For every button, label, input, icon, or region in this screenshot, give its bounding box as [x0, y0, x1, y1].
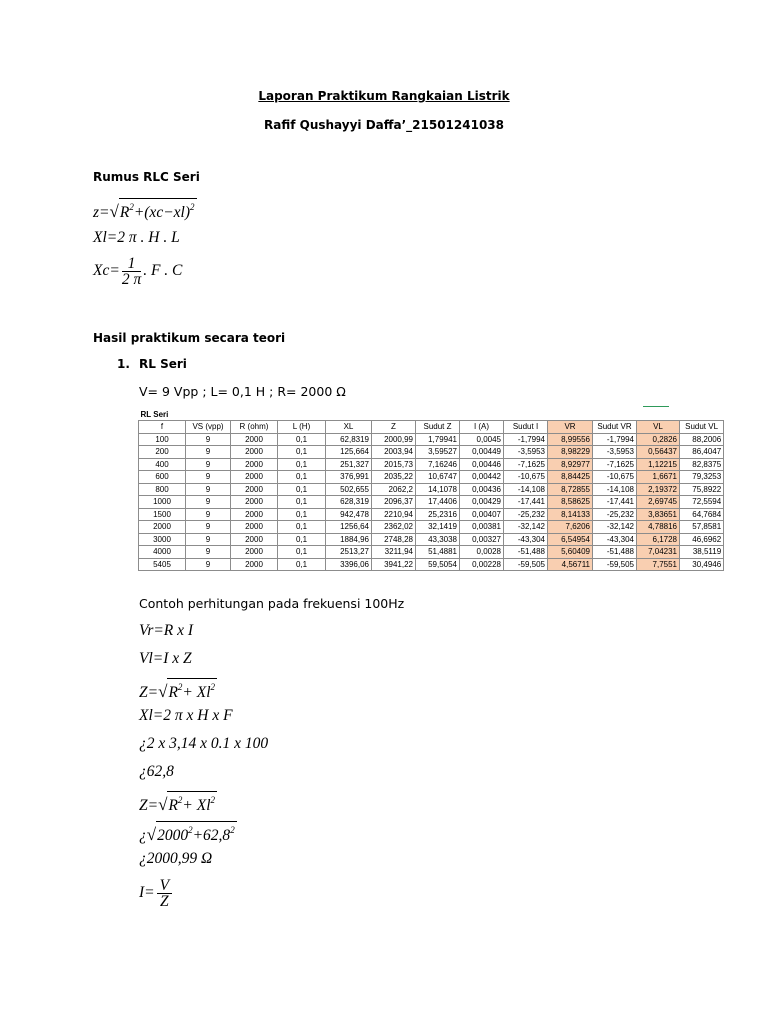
table-cell: 62,8319 — [326, 433, 372, 446]
calc-z-substitution — [139, 821, 237, 845]
table-cell: 6,1728 — [637, 533, 680, 546]
table-cell: 3000 — [139, 533, 186, 546]
table-cell: 251,327 — [326, 458, 372, 471]
table-cell: 72,5594 — [680, 496, 724, 509]
table-cell: 2000 — [231, 483, 278, 496]
formula-xc — [93, 256, 182, 287]
formula-z — [93, 198, 197, 222]
inverted-question-mark: ¿ — [139, 735, 147, 752]
table-cell: 8,84425 — [548, 471, 593, 484]
calc-z-substitution-radicand: $2000^2+62,8^2$ — [156, 821, 237, 844]
sqrt-symbol: √ — [158, 682, 168, 701]
calc-z-lhs: Z= — [139, 684, 159, 701]
table-cell: 0,1 — [278, 458, 326, 471]
column-header: R (ohm) — [231, 421, 278, 434]
table-cell: 14,1078 — [416, 483, 460, 496]
table-cell: 2003,94 — [372, 446, 416, 459]
inverted-question-mark: ¿ — [139, 763, 147, 780]
table-cell: 0,56437 — [637, 446, 680, 459]
sqrt-symbol: √ — [146, 825, 157, 844]
table-row — [139, 558, 724, 571]
sqrt-symbol: √ — [109, 202, 119, 221]
column-header: Sudut VR — [593, 421, 637, 434]
table-cell: -14,108 — [593, 483, 637, 496]
calc-vl: Vl=I x Z — [139, 650, 192, 667]
calc-i-denominator: Z — [160, 893, 169, 910]
table-cell: -14,108 — [504, 483, 548, 496]
table-cell: 3941,22 — [372, 558, 416, 571]
table-cell: 86,4047 — [680, 446, 724, 459]
table-cell: 8,58625 — [548, 496, 593, 509]
formula-z-mid: +(xc−xl) — [133, 204, 190, 221]
table-cell: 9 — [186, 521, 231, 534]
formula-xc-rhs: . F . C — [143, 262, 183, 280]
table-cell: -3,5953 — [593, 446, 637, 459]
table-cell: -7,1625 — [504, 458, 548, 471]
table-cell: 2000 — [231, 533, 278, 546]
table-cell: 17,4406 — [416, 496, 460, 509]
table-cell: -32,142 — [504, 521, 548, 534]
table-cell: 2000 — [231, 521, 278, 534]
table-cell: 9 — [186, 533, 231, 546]
table-cell: 0,1 — [278, 483, 326, 496]
table-cell: 2000 — [231, 471, 278, 484]
column-header: VR — [548, 421, 593, 434]
table-cell: 0,00327 — [460, 533, 504, 546]
table-cell: 3,59527 — [416, 446, 460, 459]
table-row — [139, 546, 724, 559]
table-cell: 9 — [186, 508, 231, 521]
table-cell: -59,505 — [504, 558, 548, 571]
table-cell: 2210,94 — [372, 508, 416, 521]
table-cell: 57,8581 — [680, 521, 724, 534]
table-cell: 2000 — [139, 521, 186, 534]
table-cell: 0,00436 — [460, 483, 504, 496]
table-cell: 64,7684 — [680, 508, 724, 521]
table-cell: 0,1 — [278, 533, 326, 546]
column-header: Sudut VL — [680, 421, 724, 434]
table-cell: 9 — [186, 483, 231, 496]
column-header: Sudut Z — [416, 421, 460, 434]
table-cell: 0,0028 — [460, 546, 504, 559]
table-cell: 600 — [139, 471, 186, 484]
table-cell: -32,142 — [593, 521, 637, 534]
table-row — [139, 458, 724, 471]
table-cell: 942,478 — [326, 508, 372, 521]
table-cell: 9 — [186, 471, 231, 484]
calc-z-result — [139, 850, 212, 868]
table-cell: 1,12215 — [637, 458, 680, 471]
table-cell: 800 — [139, 483, 186, 496]
formula-xc-numerator: 1 — [122, 256, 141, 272]
table-cell: -43,304 — [504, 533, 548, 546]
table-cell: 3211,94 — [372, 546, 416, 559]
table-cell: 200 — [139, 446, 186, 459]
calc-z-radicand: $R^2+ Xl^2$ — [167, 678, 217, 701]
calc-vr: Vr=R x I — [139, 622, 194, 639]
table-cell: 0,00449 — [460, 446, 504, 459]
table-row — [139, 496, 724, 509]
table-cell: 1,6671 — [637, 471, 680, 484]
calc-z-sub-r: 2000 — [157, 827, 189, 844]
table-cell: 125,664 — [326, 446, 372, 459]
formula-xc-denominator: 2 π — [121, 271, 142, 288]
table-cell: -25,232 — [593, 508, 637, 521]
table-cell: 0,2826 — [637, 433, 680, 446]
table-cell: 9 — [186, 558, 231, 571]
formula-z-radicand: $R^2+(xc-xl)^2$ — [119, 198, 197, 221]
calc-i-numerator: V — [157, 878, 172, 894]
table-cell: 4,78816 — [637, 521, 680, 534]
table-cell: 0,0045 — [460, 433, 504, 446]
formula-xc-lhs: Xc= — [93, 262, 120, 280]
contoh-heading: Contoh perhitungan pada frekuensi 100Hz — [139, 596, 405, 611]
table-row — [139, 471, 724, 484]
table-row — [139, 521, 724, 534]
table-caption: RL Seri — [140, 409, 169, 419]
table-cell: 75,8922 — [680, 483, 724, 496]
table-cell: 88,2006 — [680, 433, 724, 446]
table-cell: 0,1 — [278, 521, 326, 534]
table-cell: 10,6747 — [416, 471, 460, 484]
table-cell: 3,83651 — [637, 508, 680, 521]
table-cell: 1,79941 — [416, 433, 460, 446]
table-cell: 7,16246 — [416, 458, 460, 471]
calc-xl: Xl=2 π x H x F — [139, 707, 233, 724]
table-cell: 1000 — [139, 496, 186, 509]
table-cell: 5,60409 — [548, 546, 593, 559]
table-cell: 30,4946 — [680, 558, 724, 571]
table-cell: 6,54954 — [548, 533, 593, 546]
rumus-heading: Rumus RLC Seri — [93, 170, 200, 184]
table-cell: 0,1 — [278, 508, 326, 521]
table-cell: 2015,73 — [372, 458, 416, 471]
table-cell: 9 — [186, 433, 231, 446]
table-cell: 0,1 — [278, 496, 326, 509]
table-cell: 0,00429 — [460, 496, 504, 509]
table-cell: 628,319 — [326, 496, 372, 509]
calc-z-result-text: 2000,99 Ω — [146, 850, 213, 867]
table-cell: 2362,02 — [372, 521, 416, 534]
table-cell: 7,04231 — [637, 546, 680, 559]
author-line: Rafif Qushayyi Daffa’_21501241038 — [263, 118, 504, 132]
inverted-question-mark: ¿ — [139, 827, 147, 844]
table-cell: 2000 — [231, 446, 278, 459]
table-cell: 38,5119 — [680, 546, 724, 559]
table-cell: 0,1 — [278, 558, 326, 571]
table-cell: 8,98229 — [548, 446, 593, 459]
column-header: L (H) — [278, 421, 326, 434]
table-cell: 2000 — [231, 433, 278, 446]
table-cell: -17,441 — [504, 496, 548, 509]
table-cell: 2000 — [231, 508, 278, 521]
table-row — [139, 533, 724, 546]
table-cell: 0,00228 — [460, 558, 504, 571]
table-cell: -17,441 — [593, 496, 637, 509]
table-cell: -7,1625 — [593, 458, 637, 471]
table-cell: 2,69745 — [637, 496, 680, 509]
table-cell: 0,00407 — [460, 508, 504, 521]
table-cell: 9 — [186, 496, 231, 509]
table-row — [139, 446, 724, 459]
table-cell: 79,3253 — [680, 471, 724, 484]
table-cell: -3,5953 — [504, 446, 548, 459]
table-cell: -51,488 — [593, 546, 637, 559]
formula-xc-fraction — [122, 256, 141, 287]
table-cell: 2062,2 — [372, 483, 416, 496]
table-cell: 4000 — [139, 546, 186, 559]
hasil-heading: Hasil praktikum secara teori — [93, 331, 286, 345]
formula-xl: Xl=2 π . H . L — [93, 229, 180, 246]
table-cell: 51,4881 — [416, 546, 460, 559]
calc-z-r: R — [168, 684, 178, 701]
table-row — [139, 433, 724, 446]
table-cell: 8,14133 — [548, 508, 593, 521]
table-cell: -51,488 — [504, 546, 548, 559]
sqrt-symbol: √ — [158, 795, 168, 814]
calc-xl-substitution — [139, 735, 268, 753]
table-header-row — [139, 421, 724, 434]
table-cell: 32,1419 — [416, 521, 460, 534]
column-header: XL — [326, 421, 372, 434]
rl-seri-heading: RL Seri — [139, 357, 187, 371]
table-cell: 82,8375 — [680, 458, 724, 471]
table-cell: 59,5054 — [416, 558, 460, 571]
table-cell: 376,991 — [326, 471, 372, 484]
table-cell: 100 — [139, 433, 186, 446]
table-cell: 8,92977 — [548, 458, 593, 471]
table-cell: 3396,06 — [326, 558, 372, 571]
calc-z2-lhs: Z= — [139, 797, 159, 814]
calc-z-sub-xl: +62,8 — [192, 827, 231, 844]
table-cell: 2513,27 — [326, 546, 372, 559]
table-cell: 0,1 — [278, 446, 326, 459]
column-header: f — [139, 421, 186, 434]
table-caption-row — [139, 408, 724, 421]
table-cell: 0,1 — [278, 546, 326, 559]
table-cell: 9 — [186, 446, 231, 459]
column-header: Sudut I — [504, 421, 548, 434]
calc-i-fraction — [157, 878, 172, 909]
table-cell: 5405 — [139, 558, 186, 571]
table-cell: 25,2316 — [416, 508, 460, 521]
table-cell: 0,00446 — [460, 458, 504, 471]
list-number: 1. — [117, 357, 130, 371]
table-cell: 46,6962 — [680, 533, 724, 546]
table-cell: 2096,37 — [372, 496, 416, 509]
table-cell: 0,00381 — [460, 521, 504, 534]
table-cell: -25,232 — [504, 508, 548, 521]
circuit-parameters: V= 9 Vpp ; L= 0,1 H ; R= 2000 Ω — [139, 384, 346, 399]
table-cell: 2748,28 — [372, 533, 416, 546]
table-cell: 8,72855 — [548, 483, 593, 496]
table-cell: 2000 — [231, 546, 278, 559]
table-cell: 2035,22 — [372, 471, 416, 484]
column-header: VS (vpp) — [186, 421, 231, 434]
table-cell: 502,655 — [326, 483, 372, 496]
calc-i-lhs: I= — [139, 884, 155, 902]
calc-z2-r: R — [168, 797, 178, 814]
calc-xl-result-text: 62,8 — [146, 763, 174, 780]
formula-z-lhs: z= — [93, 204, 110, 221]
column-header: VL — [637, 421, 680, 434]
table-cell: 2000 — [231, 458, 278, 471]
calc-i — [139, 878, 174, 909]
rl-seri-table — [138, 408, 724, 571]
calc-xl-substitution-text: 2 x 3,14 x 0.1 x 100 — [146, 735, 269, 752]
table-cell: 400 — [139, 458, 186, 471]
column-header: Z — [372, 421, 416, 434]
table-cell: -10,675 — [593, 471, 637, 484]
document-title: Laporan Praktikum Rangkaian Listrik — [258, 89, 510, 103]
calc-z-xl: + Xl — [182, 684, 211, 701]
table-cell: 7,7551 — [637, 558, 680, 571]
table-cell: 1884,96 — [326, 533, 372, 546]
table-cell: 2000 — [231, 496, 278, 509]
calc-z-formula — [139, 678, 217, 702]
table-cell: 7,6206 — [548, 521, 593, 534]
table-cell: 2,19372 — [637, 483, 680, 496]
table-cell: -43,304 — [593, 533, 637, 546]
cell-selection-marker — [643, 406, 669, 407]
table-cell: 43,3038 — [416, 533, 460, 546]
table-cell: 1256,64 — [326, 521, 372, 534]
calc-xl-result — [139, 763, 174, 781]
table-cell: -1,7994 — [504, 433, 548, 446]
table-cell: 9 — [186, 458, 231, 471]
table-cell: 0,1 — [278, 433, 326, 446]
table-cell: 2000,99 — [372, 433, 416, 446]
calc-z-formula-2 — [139, 791, 217, 815]
table-cell: 2000 — [231, 558, 278, 571]
table-cell: -1,7994 — [593, 433, 637, 446]
table-cell: 4,56711 — [548, 558, 593, 571]
table-cell: 0,00442 — [460, 471, 504, 484]
table-cell: 1500 — [139, 508, 186, 521]
table-row — [139, 508, 724, 521]
inverted-question-mark: ¿ — [139, 850, 147, 867]
table-cell: 0,1 — [278, 471, 326, 484]
table-cell: -59,505 — [593, 558, 637, 571]
formula-z-r: R — [119, 204, 130, 221]
table-cell: -10,675 — [504, 471, 548, 484]
calc-z2-radicand: $R^2+ Xl^2$ — [167, 791, 217, 814]
table-row — [139, 483, 724, 496]
table-cell: 9 — [186, 546, 231, 559]
table-cell: 8,99556 — [548, 433, 593, 446]
calc-z2-xl: + Xl — [182, 797, 211, 814]
column-header: I (A) — [460, 421, 504, 434]
